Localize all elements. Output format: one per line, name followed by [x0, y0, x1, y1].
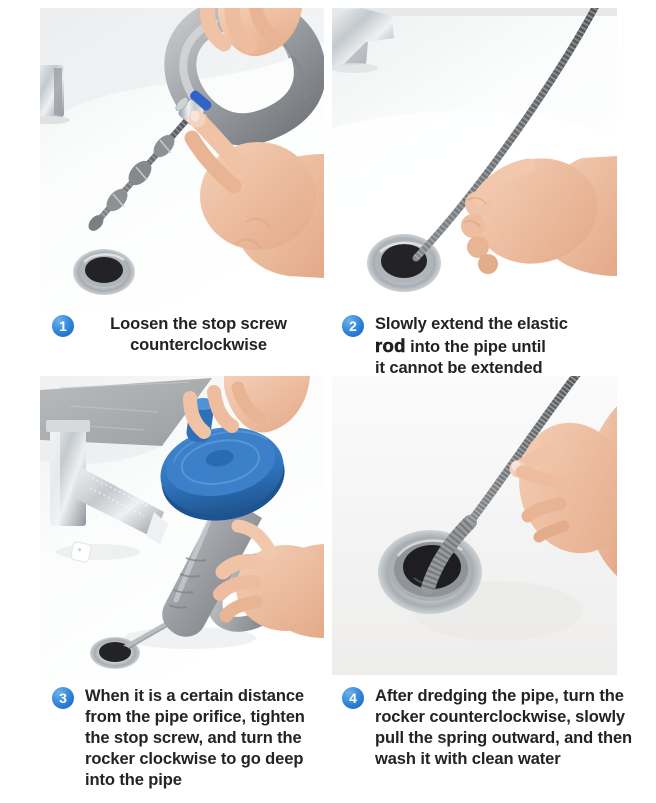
- step-4-caption: [342, 686, 654, 770]
- step-1-caption: [52, 314, 326, 356]
- step-4-text: After dredging the pipe, turn the rocker counterclockwise, slowly pull the spring outward, and then wash it with clean water: [375, 687, 633, 768]
- step-1-number-badge: 1: [52, 315, 74, 337]
- soap-cube: [70, 541, 91, 562]
- step-4-number-badge: 4: [342, 687, 364, 709]
- sink-drain: [73, 249, 135, 295]
- step-3-caption: [52, 686, 338, 791]
- step-2-text: Slowly extend the elastic rod into the pipe until it cannot be extended: [375, 315, 568, 377]
- step-3-number-badge: 3: [52, 687, 74, 709]
- photo-step-3-turn-rocker: [40, 376, 324, 675]
- step-2-caption: [342, 314, 644, 379]
- photo-step-4-pull-spring-out: [332, 376, 617, 675]
- photo-step-2-extend-rod: [332, 8, 617, 306]
- step-3-text: When it is a certain distance from the pipe orifice, tighten the stop screw, and turn the rocker clockwise to go deep into the pipe: [85, 687, 305, 789]
- step-1-text: Loosen the stop screw counterclockwise: [110, 315, 287, 354]
- photo-step-1-loosen-stop-screw: [40, 8, 324, 306]
- step-2-number-badge: 2: [342, 315, 364, 337]
